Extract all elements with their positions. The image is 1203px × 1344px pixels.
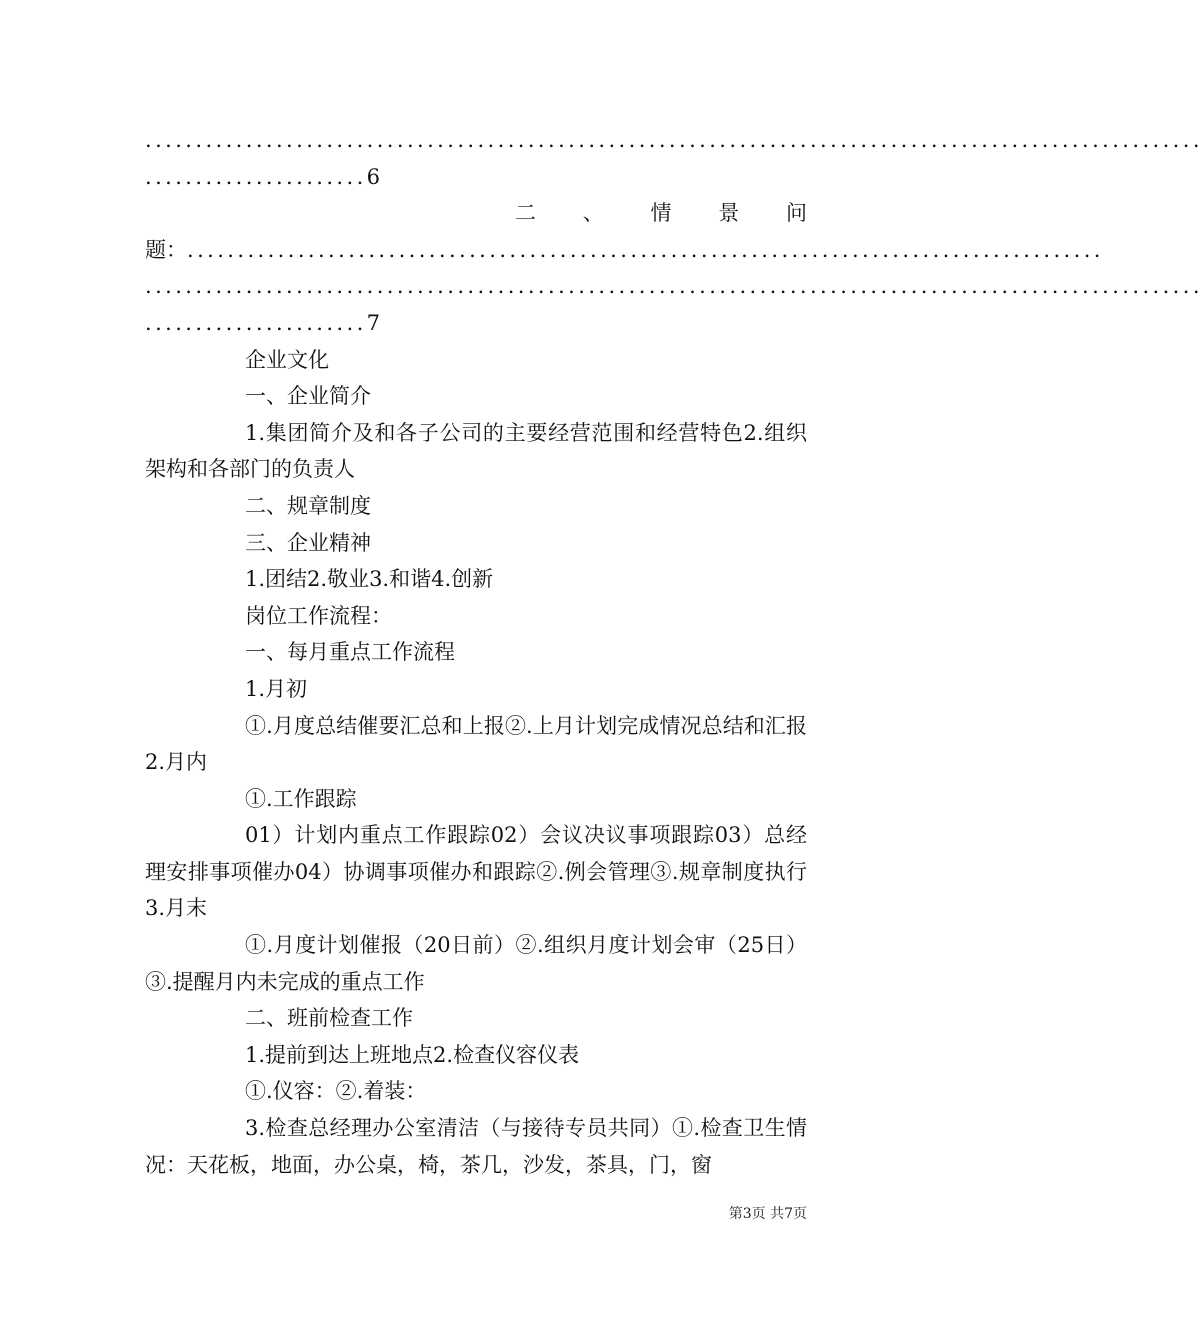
section-title-workflow: 岗位工作流程：: [245, 603, 392, 628]
heading-regulations: 二、规章制度: [245, 493, 371, 518]
heading-monthly-workflow: 一、每月重点工作流程: [245, 640, 455, 665]
heading-pre-shift-check: 二、班前检查工作: [245, 1006, 413, 1031]
paragraph-appearance: ①.仪容：②.着装：: [245, 1079, 427, 1104]
paragraph-office-cleaning: 3.检查总经理办公室清洁（与接待专员共同）①.检查卫生情况：天花板，地面，办公桌，椅，茶几，沙发，茶具，门，窗: [145, 1116, 807, 1177]
toc-entry-page-7: ......................7: [145, 310, 384, 335]
page-footer: 第3页 共7页: [728, 1206, 807, 1222]
toc-heading-char: 景: [718, 201, 740, 226]
toc-entry-label-line: [145, 232, 1104, 269]
paragraph-month-end: ①.月度计划催报（20日前）②.组织月度计划会审（25日）③.提醒月内未完成的重点工作: [145, 933, 807, 994]
heading-company-intro: 一、企业简介: [245, 384, 371, 409]
subheading-work-tracking: ①.工作跟踪: [245, 786, 357, 811]
toc-dots-line: .........................................................................................................: [145, 128, 1203, 152]
paragraph-work-tracking: 01）计划内重点工作跟踪02）会议决议事项跟踪03）总经理安排事项催办04）协调事项催办和跟踪②.例会管理③.规章制度执行3.月末: [145, 823, 807, 921]
toc-dots-line: .........................................................................................................: [145, 274, 1203, 299]
section-title-culture: 企业文化: [245, 347, 329, 372]
toc-heading-char: 二: [515, 201, 536, 226]
paragraph-spirit-list: 1.团结2.敬业3.和谐4.创新: [245, 567, 494, 592]
toc-entry-dots: ...........................................................................................: [187, 237, 1104, 262]
heading-enterprise-spirit: 三、企业精神: [245, 530, 371, 555]
toc-heading-char: 、: [582, 201, 604, 226]
paragraph-month-start: ①.月度总结催要汇总和上报②.上月计划完成情况总结和汇报2.月内: [145, 713, 807, 775]
toc-entry-page-6: ......................6: [145, 164, 384, 189]
subheading-month-start: 1.月初: [245, 676, 308, 701]
toc-entry-heading: [145, 195, 807, 232]
paragraph-pre-shift-1: 1.提前到达上班地点2.检查仪容仪表: [245, 1042, 580, 1067]
toc-heading-char: 问: [786, 201, 807, 226]
toc-heading-char: 情: [650, 201, 672, 226]
document-body: [145, 122, 1203, 1183]
paragraph-company-intro: 1.集团简介及和各子公司的主要经营范围和经营特色2.组织架构和各部门的负责人: [145, 420, 807, 482]
toc-entry-label: 题：: [145, 237, 187, 262]
